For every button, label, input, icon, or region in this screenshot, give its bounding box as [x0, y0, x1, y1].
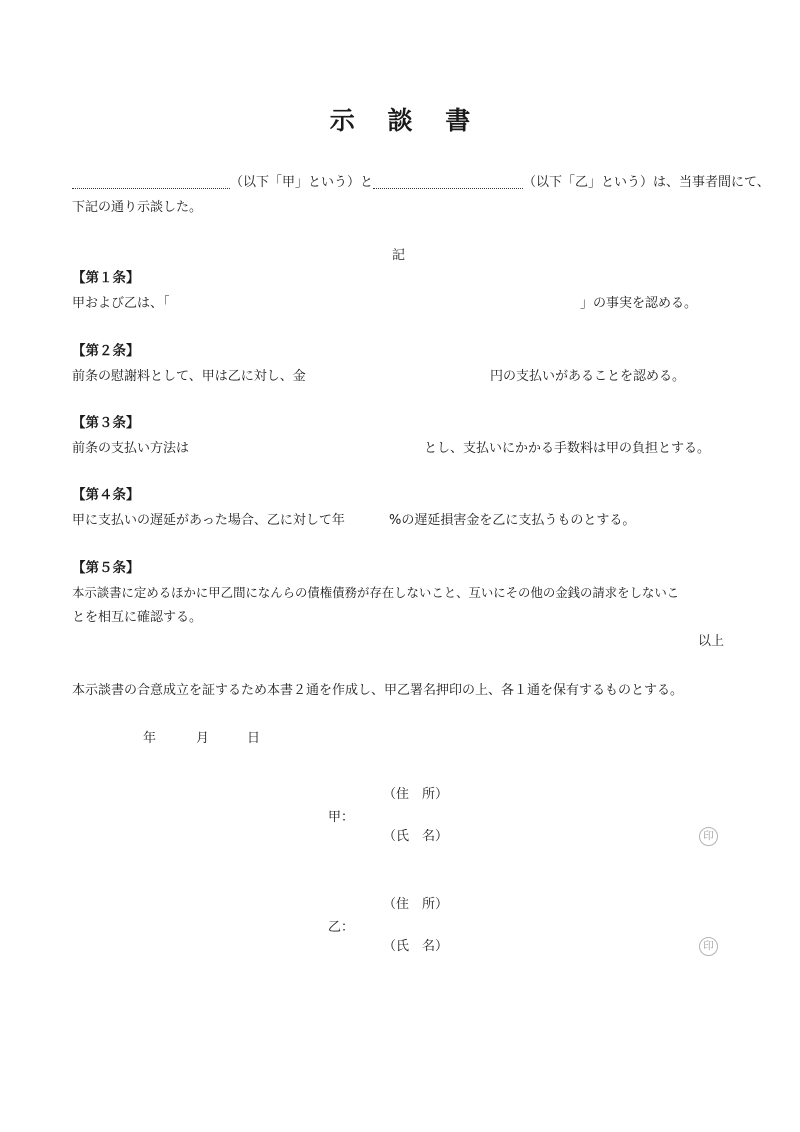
- party-a-address-label: （住 所）: [383, 787, 449, 802]
- article-3-text-start: 前条の支払い方法は: [72, 441, 190, 456]
- article-4-heading: 【第４条】: [72, 487, 140, 503]
- party-a-name-blank[interactable]: [72, 176, 230, 189]
- article-5-line-1: 本示談書に定めるほかに甲乙間になんらの債権債務が存在しないこと、互いにその他の金銭の請求をしないこ: [72, 585, 680, 600]
- article-4-text-start: 甲に支払いの遅延があった場合、乙に対して年: [72, 513, 345, 528]
- article-2-text-end: 円の支払いがあることを認める。: [490, 369, 686, 384]
- agreement-statement: 本示談書の合意成立を証するため本書２通を作成し、甲乙署名押印の上、各１通を保有するものとする。: [72, 683, 684, 698]
- ki-label: 記: [392, 248, 406, 263]
- date-year-label: 年: [143, 731, 157, 746]
- party-a-label: 甲：: [328, 810, 355, 825]
- article-1-fact-blank[interactable]: [180, 295, 580, 311]
- document-title: 示 談 書: [329, 106, 483, 135]
- date-day-label: 日: [247, 731, 261, 746]
- article-1-text-end: 」の事実を認める。: [580, 296, 698, 311]
- article-2-heading: 【第２条】: [72, 343, 140, 359]
- article-1-heading: 【第１条】: [72, 270, 140, 286]
- closing-ijou: 以上: [698, 634, 725, 649]
- party-a-suffix: （以下「甲」という）と: [230, 175, 374, 190]
- article-3-text-end: とし、支払いにかかる手数料は甲の負担とする。: [424, 441, 711, 456]
- article-1-text-start: 甲および乙は、「: [72, 296, 170, 311]
- intro-line-1: [72, 176, 770, 189]
- intro-line-2: 下記の通り示談した。: [72, 200, 203, 215]
- party-b-address-label: （住 所）: [383, 897, 449, 912]
- party-b-suffix: （以下「乙」という）は、当事者間にて、: [523, 175, 770, 190]
- date-month-label: 月: [196, 731, 210, 746]
- party-b-seal-icon: 印: [699, 937, 718, 956]
- article-5-line-2: とを相互に確認する。: [72, 610, 203, 625]
- party-b-name-label: （氏 名）: [383, 939, 449, 954]
- party-b-name-blank[interactable]: [373, 176, 523, 189]
- party-b-label: 乙：: [328, 920, 355, 935]
- article-4-text-end: %の遅延損害金を乙に支払うものとする。: [389, 513, 636, 528]
- article-4-rate-blank[interactable]: [356, 512, 386, 528]
- article-2-amount-blank[interactable]: [310, 368, 485, 384]
- party-a-seal-icon: 印: [699, 827, 718, 846]
- article-3-method-blank[interactable]: [205, 440, 420, 456]
- article-2-text-start: 前条の慰謝料として、甲は乙に対し、金: [72, 369, 306, 384]
- party-a-name-label: （氏 名）: [383, 829, 449, 844]
- article-5-heading: 【第５条】: [72, 560, 140, 576]
- article-3-heading: 【第３条】: [72, 415, 140, 431]
